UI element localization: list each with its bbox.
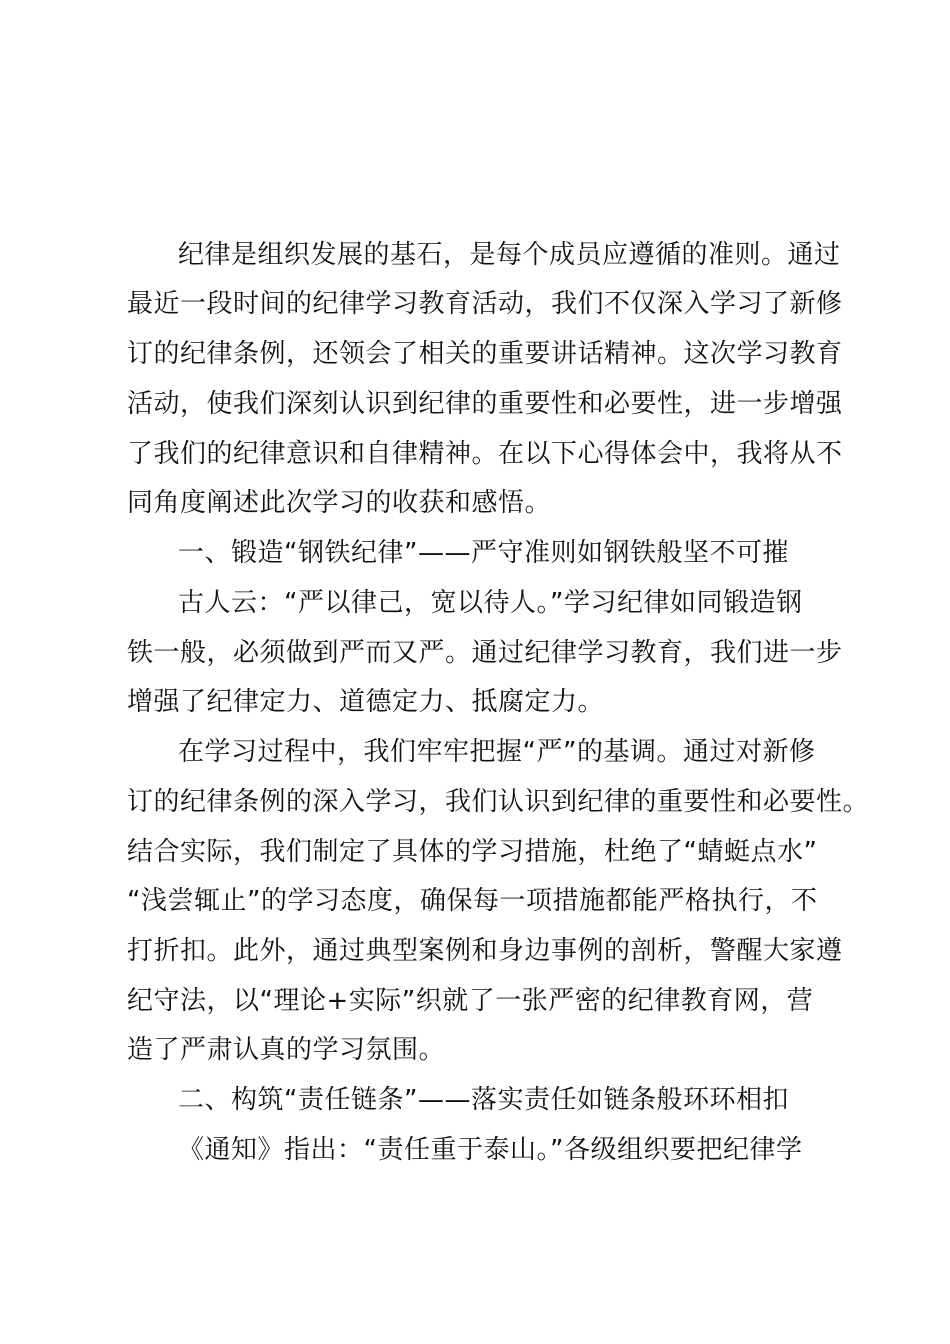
text-line: 《通知》指出：“责任重于泰山。”各级组织要把纪律学 [178, 1135, 803, 1165]
text-line: 造了严肃认真的学习氛围。 [127, 1035, 446, 1065]
text-line: 纪守法，以“理论+实际”织就了一张严密的纪律教育网，营 [127, 986, 814, 1016]
text-line: 订的纪律条例，还领会了相关的重要讲话精神。这次学习教育 [127, 339, 843, 369]
section-heading: 二、构筑“责任链条”——落实责任如链条般环环相扣 [178, 1085, 789, 1115]
text-line: 同角度阐述此次学习的收获和感悟。 [127, 488, 552, 518]
text-line: 打折扣。此外，通过典型案例和身边事例的剖析，警醒大家遵 [127, 936, 843, 966]
text-line: 结合实际，我们制定了具体的学习措施，杜绝了“蜻蜓点水” [127, 837, 818, 867]
text-line: 在学习过程中，我们牢牢把握“严”的基调。通过对新修 [178, 737, 816, 767]
section-heading: 一、锻造“钢铁纪律”——严守准则如钢铁般坚不可摧 [178, 538, 789, 568]
text-line: 增强了纪律定力、道德定力、抵腐定力。 [127, 687, 605, 717]
text-line: 最近一段时间的纪律学习教育活动，我们不仅深入学习了新修 [127, 289, 843, 319]
text-line: 活动，使我们深刻认识到纪律的重要性和必要性，进一步增强 [127, 389, 843, 419]
text-line: 订的纪律条例的深入学习，我们认识到纪律的重要性和必要性。 [127, 787, 870, 817]
text-line: 古人云：“严以律己，宽以待人。”学习纪律如同锻造钢 [178, 588, 803, 618]
text-line: 铁一般，必须做到严而又严。通过纪律学习教育，我们进一步 [127, 638, 843, 668]
text-line: “浅尝辄止”的学习态度，确保每一项措施都能严格执行，不 [127, 886, 818, 916]
text-line: 纪律是组织发展的基石，是每个成员应遵循的准则。通过 [178, 240, 841, 270]
text-line: 了我们的纪律意识和自律精神。在以下心得体会中，我将从不 [127, 439, 843, 469]
